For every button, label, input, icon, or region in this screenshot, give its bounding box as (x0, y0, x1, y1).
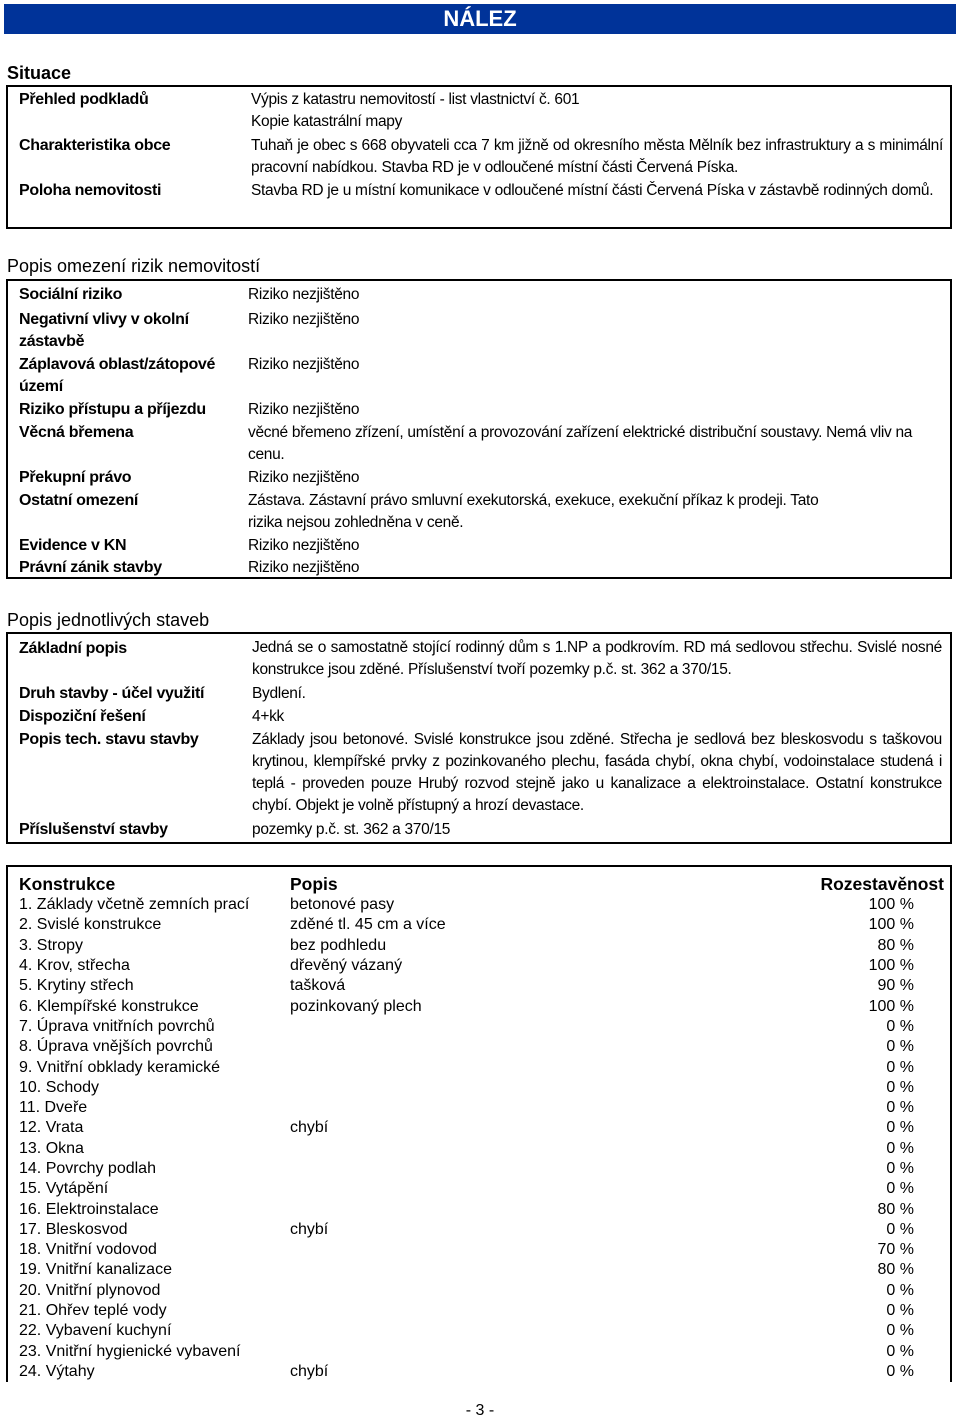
table-row (7, 1199, 951, 1219)
table-row (7, 895, 951, 915)
konstrukce-cell: 7. Úprava vnitřních povrchů (19, 1017, 215, 1035)
situace-value: Stavba RD je u místní komunikace v odloučené místní části Červená Píska v zástavbě rodinných domů. (251, 182, 934, 199)
table-row (7, 1342, 951, 1362)
table-row (7, 1098, 951, 1118)
riziko-value: Riziko nezjištěno (248, 537, 360, 554)
stavba-value: Bydlení. (252, 685, 306, 702)
table-row (7, 996, 951, 1016)
popis-cell (279, 1260, 642, 1280)
table-header-row (7, 866, 951, 895)
table-row (7, 976, 951, 996)
table-row (7, 915, 951, 935)
konstrukce-cell: 9. Vnitřní obklady keramické (19, 1058, 220, 1076)
rozestavenost-cell: 0 % (886, 1078, 914, 1096)
konstrukce-cell: 23. Vnitřní hygienické vybavení (19, 1342, 241, 1360)
popis-cell (279, 1098, 642, 1118)
section-heading-rizika: Popis omezení rizik nemovitostí (7, 256, 261, 276)
popis-cell (279, 1301, 642, 1321)
rozestavenost-cell: 100 % (868, 997, 914, 1015)
konstrukce-cell: 3. Stropy (19, 936, 84, 954)
stavba-label: Popis tech. stavu stavby (19, 731, 199, 748)
konstrukce-cell: 19. Vnitřní kanalizace (19, 1261, 172, 1279)
rozestavenost-cell: 80 % (877, 1200, 914, 1218)
popis-cell (279, 1078, 642, 1098)
riziko-label: Záplavová oblast/zátopové území (19, 356, 216, 395)
popis-cell (279, 1037, 642, 1057)
konstrukce-cell: 17. Bleskosvod (19, 1220, 128, 1238)
konstrukce-cell: 1. Základy včetně zemních prací (19, 896, 250, 914)
stavba-value: Základy jsou betonové. Svislé konstrukce jsou zděné. Střecha je sedlová bez bleskosvodu s taškovou krytinou, klempířské prvky z pozinkovaného plechu, fasáda chybí, okna chybí, vodoinstalace studená i teplá - proveden pouze Hrubý rozvod stejně jako u kanalizace a elektroinstalace. Ostatní konstrukce chybí. Objekt je volně přístupný a hrozí devastace. (252, 731, 942, 814)
table-row (7, 1321, 951, 1341)
riziko-value: Riziko nezjištěno (248, 469, 360, 486)
konstrukce-cell: 18. Vnitřní vodovod (19, 1241, 157, 1259)
riziko-label: Právní zánik stavby (19, 559, 162, 576)
rozestavenost-cell: 0 % (886, 1220, 914, 1238)
popis-cell: betonové pasy (290, 896, 395, 914)
rozestavenost-cell: 0 % (886, 1281, 914, 1299)
table-row (7, 1057, 951, 1077)
konstrukce-cell: 4. Krov, střecha (19, 957, 130, 975)
page-number: - 3 - (465, 1402, 495, 1419)
rizika-box (6, 279, 952, 579)
table-row (7, 936, 951, 956)
riziko-value: Riziko nezjištěno (248, 311, 360, 328)
rozestavenost-cell: 0 % (886, 1139, 914, 1157)
konstrukce-cell: 11. Dveře (19, 1099, 88, 1117)
konstrukce-cell: 24. Výtahy (19, 1362, 95, 1380)
popis-cell: zděné tl. 45 cm a více (290, 916, 446, 934)
riziko-label: Věcná břemena (19, 424, 134, 441)
popis-cell (279, 1057, 642, 1077)
table-row (7, 1281, 951, 1301)
rozestavenost-cell: 0 % (886, 1160, 914, 1177)
situace-value: Tuhaň je obec s 668 obyvateli cca 7 km jižně od okresního města Mělník bez infrastruktury a s minimální pracovní nabídkou. Stavba RD je v odloučené místní části Červená Píska. (251, 137, 943, 176)
popis-cell: pozinkovaný plech (290, 997, 422, 1015)
table-row (7, 1037, 951, 1057)
konstrukce-cell: 15. Vytápění (19, 1180, 109, 1198)
stavba-label: Druh stavby - účel využití (19, 685, 205, 702)
konstrukce-cell: 22. Vybavení kuchyní (19, 1322, 172, 1340)
column-header-popis: Popis (290, 873, 338, 894)
konstrukce-cell: 14. Povrchy podlah (19, 1160, 156, 1177)
section-heading-stavby: Popis jednotlivých staveb (7, 610, 210, 630)
riziko-label: Překupní právo (19, 469, 132, 486)
rozestavenost-cell: 0 % (886, 1058, 914, 1076)
riziko-value: Riziko nezjištěno (248, 559, 360, 576)
konstrukce-cell: 13. Okna (19, 1139, 84, 1157)
konstrukce-cell: 10. Schody (19, 1078, 100, 1096)
popis-cell (279, 1240, 642, 1260)
table-row (7, 1078, 951, 1098)
konstrukce-cell: 12. Vrata (19, 1119, 84, 1137)
popis-cell: dřevěný vázaný (290, 957, 403, 975)
riziko-value: věcné břemeno zřízení, umístění a provozování zařízení elektrické distribuční soustavy. Nemá vliv na cenu. (248, 424, 913, 463)
riziko-label: Sociální riziko (19, 286, 123, 303)
popis-cell: bez podhledu (290, 936, 387, 954)
table-row (7, 1159, 951, 1179)
situace-value-line: Kopie katastrální mapy (251, 113, 403, 130)
rozestavenost-cell: 70 % (877, 1241, 914, 1259)
popis-cell: chybí (290, 1220, 329, 1238)
popis-cell (279, 1017, 642, 1037)
konstrukce-cell: 5. Krytiny střech (19, 977, 134, 995)
riziko-label: Negativní vlivy v okolní zástavbě (19, 311, 189, 350)
rozestavenost-cell: 0 % (886, 1362, 914, 1380)
rozestavenost-cell: 0 % (886, 1342, 914, 1360)
column-header-konstrukce: Konstrukce (19, 873, 116, 894)
column-header-rozestavenost: Rozestavěnost (820, 873, 944, 894)
rozestavenost-cell: 0 % (886, 1038, 914, 1056)
riziko-label: Riziko přístupu a příjezdu (19, 401, 206, 418)
popis-cell: chybí (290, 1362, 329, 1380)
riziko-value: Riziko nezjištěno (248, 401, 360, 418)
konstrukce-cell: 16. Elektroinstalace (19, 1200, 159, 1218)
stavba-value: Jedná se o samostatně stojící rodinný dům s 1.NP a podkrovím. RD má sedlovou střechu. Svislé nosné konstrukce jsou zděné. Příslušenství tvoří pozemky p.č. st. 362 a 370/15. (252, 639, 942, 678)
table-row (7, 1220, 951, 1240)
rozestavenost-cell: 0 % (886, 1302, 914, 1320)
popis-cell (279, 1199, 642, 1219)
rozestavenost-cell: 0 % (886, 1099, 914, 1117)
situace-box (6, 85, 952, 229)
table-row (7, 956, 951, 976)
konstrukce-cell: 21. Ohřev teplé vody (19, 1302, 167, 1320)
popis-cell (279, 1321, 642, 1341)
stavba-value: pozemky p.č. st. 362 a 370/15 (252, 821, 451, 838)
table-row (7, 1260, 951, 1280)
rozestavenost-cell: 0 % (886, 1322, 914, 1340)
table-row (7, 1118, 951, 1138)
popis-cell: tašková (290, 977, 346, 995)
riziko-value: Zástava. Zástavní právo smluvní exekutorská, exekuce, exekuční příkaz k prodeji. Tato rizika nejsou zohledněna v ceně. (248, 492, 819, 531)
konstrukce-cell: 6. Klempířské konstrukce (19, 997, 199, 1015)
table-row (7, 1017, 951, 1037)
rozestavenost-cell: 100 % (868, 957, 914, 975)
konstrukce-cell: 2. Svislé konstrukce (19, 916, 162, 934)
table-row (7, 1240, 951, 1260)
rozestavenost-cell: 0 % (886, 1017, 914, 1035)
popis-cell (279, 1159, 642, 1179)
stavby-box (6, 632, 952, 844)
riziko-label: Ostatní omezení (19, 492, 139, 509)
popis-cell (279, 1139, 642, 1159)
popis-cell: chybí (290, 1119, 329, 1137)
rozestavenost-cell: 90 % (877, 977, 914, 995)
rozestavenost-cell: 0 % (886, 1119, 914, 1137)
popis-cell (279, 1179, 642, 1199)
stavba-value: 4+kk (252, 708, 284, 725)
konstrukce-cell: 20. Vnitřní plynovod (19, 1281, 161, 1299)
konstrukce-table (6, 865, 952, 1382)
popis-cell (279, 1342, 642, 1362)
situace-value-line: Výpis z katastru nemovitostí - list vlastnictví č. 601 (251, 91, 580, 108)
table-row (7, 1179, 951, 1199)
page-title: NÁLEZ (4, 4, 956, 34)
table-row (7, 1301, 951, 1321)
situace-label: Přehled podkladů (19, 91, 149, 108)
riziko-value: Riziko nezjištěno (248, 356, 360, 373)
rozestavenost-cell: 0 % (886, 1180, 914, 1198)
riziko-label: Evidence v KN (19, 537, 127, 554)
stavba-label: Příslušenství stavby (19, 821, 168, 838)
riziko-value: Riziko nezjištěno (248, 286, 360, 303)
situace-label: Charakteristika obce (19, 137, 171, 154)
table-row (7, 1362, 951, 1382)
popis-cell (279, 1281, 642, 1301)
situace-label: Poloha nemovitosti (19, 182, 162, 199)
rozestavenost-cell: 100 % (868, 916, 914, 934)
konstrukce-cell: 8. Úprava vnějších povrchů (19, 1038, 213, 1056)
section-heading-situace: Situace (7, 63, 72, 83)
stavba-label: Základní popis (19, 640, 127, 657)
rozestavenost-cell: 100 % (868, 896, 914, 914)
stavba-label: Dispoziční řešení (19, 708, 146, 725)
rozestavenost-cell: 80 % (877, 1261, 914, 1279)
table-row (7, 1139, 951, 1159)
rozestavenost-cell: 80 % (877, 936, 914, 954)
